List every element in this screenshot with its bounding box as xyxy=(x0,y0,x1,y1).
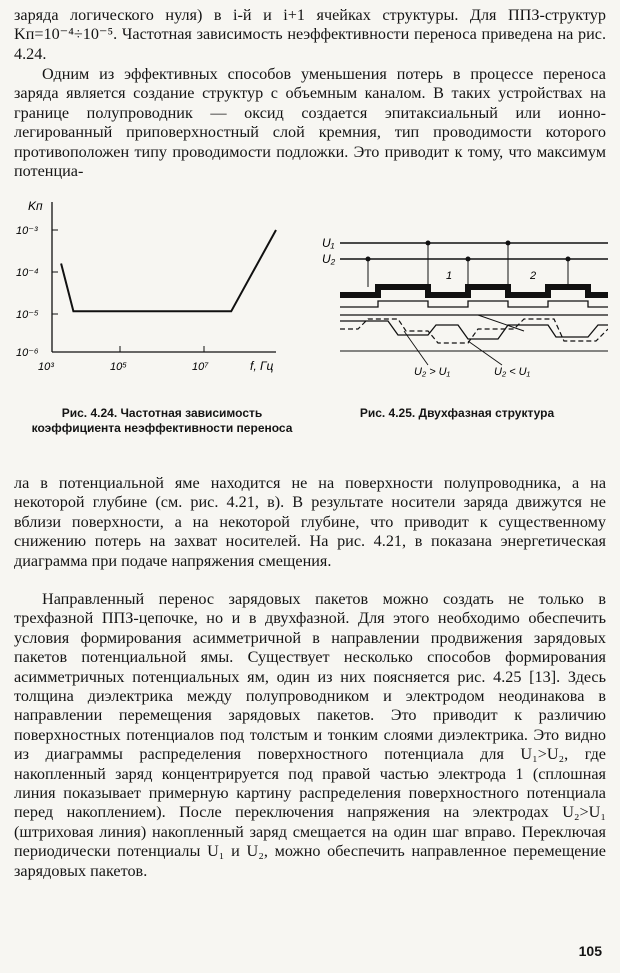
page-number: 105 xyxy=(578,943,602,959)
x-tick-label: 10³ xyxy=(38,361,54,373)
x-tick-label: 10⁵ xyxy=(110,361,127,373)
y-tick-label: 10⁻⁵ xyxy=(16,309,39,321)
paragraph-continuation: заряда логического нуля) в i-й и i+1 ячейках структуры. Для ППЗ-структур Kп=10⁻⁴÷10⁻⁵. Частотная зависимость неэффективности переноса приведена на рис. 4.24. xyxy=(14,6,606,63)
two-phase-structure-diagram xyxy=(318,225,608,385)
surface-potential-solid xyxy=(340,321,608,339)
y-tick-label: 10⁻⁴ xyxy=(16,267,39,279)
leader-line xyxy=(404,331,428,365)
figure-4-25 xyxy=(318,225,608,385)
u2-label: U₂ xyxy=(322,252,336,266)
y-axis-label: Kп xyxy=(28,199,43,213)
electrode-layer xyxy=(340,287,608,295)
paragraph-buried-channel: Одним из эффективных способов уменьшения потерь в процессе переноса заряда является создание структур с объемным каналом. В таких устройствах на границе полупроводник — оксид создается эпитаксиальный или ионно-легированный приповерхностный слой кремния, тип проводимости которого противоположен типу проводимости подложки. Это приводит к тому, что максимум потенциа- xyxy=(14,65,606,181)
caption-4-25: Рис. 4.25. Двухфазная структура xyxy=(359,406,555,420)
condition-u2-lt-u1: U₂ < U₁ xyxy=(494,366,531,378)
condition-u2-gt-u1: U₂ > U₁ xyxy=(414,366,451,378)
paragraph-potential-well: ла в потенциальной яме находится не на поверхности полупроводника, а на некоторой глубине (см. рис. 4.21, в). В результате носители заряда движутся не вблизи поверхности, а на некоторой глубине, что приводит к существенному снижению потерь на захват носителей. На рис. 4.21, в показана энергетическая диаграмма при подаче напряжения смещения. xyxy=(14,474,606,570)
dielectric-layer xyxy=(340,301,608,307)
leader-line xyxy=(468,341,502,365)
caption-4-24: Рис. 4.24. Частотная зависимость коэффициента неэффективности переноса xyxy=(31,406,293,435)
figure-4-24 xyxy=(14,190,304,390)
electrode-1-label: 1 xyxy=(446,270,453,282)
x-tick-label: 10⁷ xyxy=(192,361,209,373)
paragraph-two-phase-transfer: Направленный перенос зарядовых пакетов можно создать не только в трехфазной ППЗ-цепочке, но и в двухфазной. Для этого необходимо обеспечить условия формирования асимметричной в направлении продвижения зарядовых пакетов потенциальной ямы. Существует несколько способов формирования асимметричных потенциальных ям, один из них поясняется рис. 4.25 [13]. Здесь толщина диэлектрика между полупроводником и электродом неодинакова в направлении перемещения зарядовых пакетов. Это приводит к различию поверхностных потенциалов под толстым и тонким слоями диэлектрика. Это видно из диаграммы распределения поверхностного потенциала для U₁>U₂, где накопленный заряд концентрируется под правой частью электрода 1 (сплошная линия показывает примерную картину распределения поверхностного потенциала перед накоплением). После переключения напряжения на электродах U₂>U₁ (штриховая линия) накопленный заряд смещается на один шаг вправо. Переключая периодически потенциалы U₁ и U₂, можно обеспечить направленное перемещение зарядовых пакетов. xyxy=(14,590,606,880)
electrode-2-label: 2 xyxy=(530,270,537,282)
kp-curve xyxy=(61,230,276,311)
y-tick-label: 10⁻⁶ xyxy=(16,347,39,359)
x-axis-label: f, Гц xyxy=(250,359,274,373)
frequency-dependence-chart xyxy=(14,190,304,390)
y-tick-label: 10⁻³ xyxy=(16,225,38,237)
u1-label: U₁ xyxy=(322,236,335,250)
